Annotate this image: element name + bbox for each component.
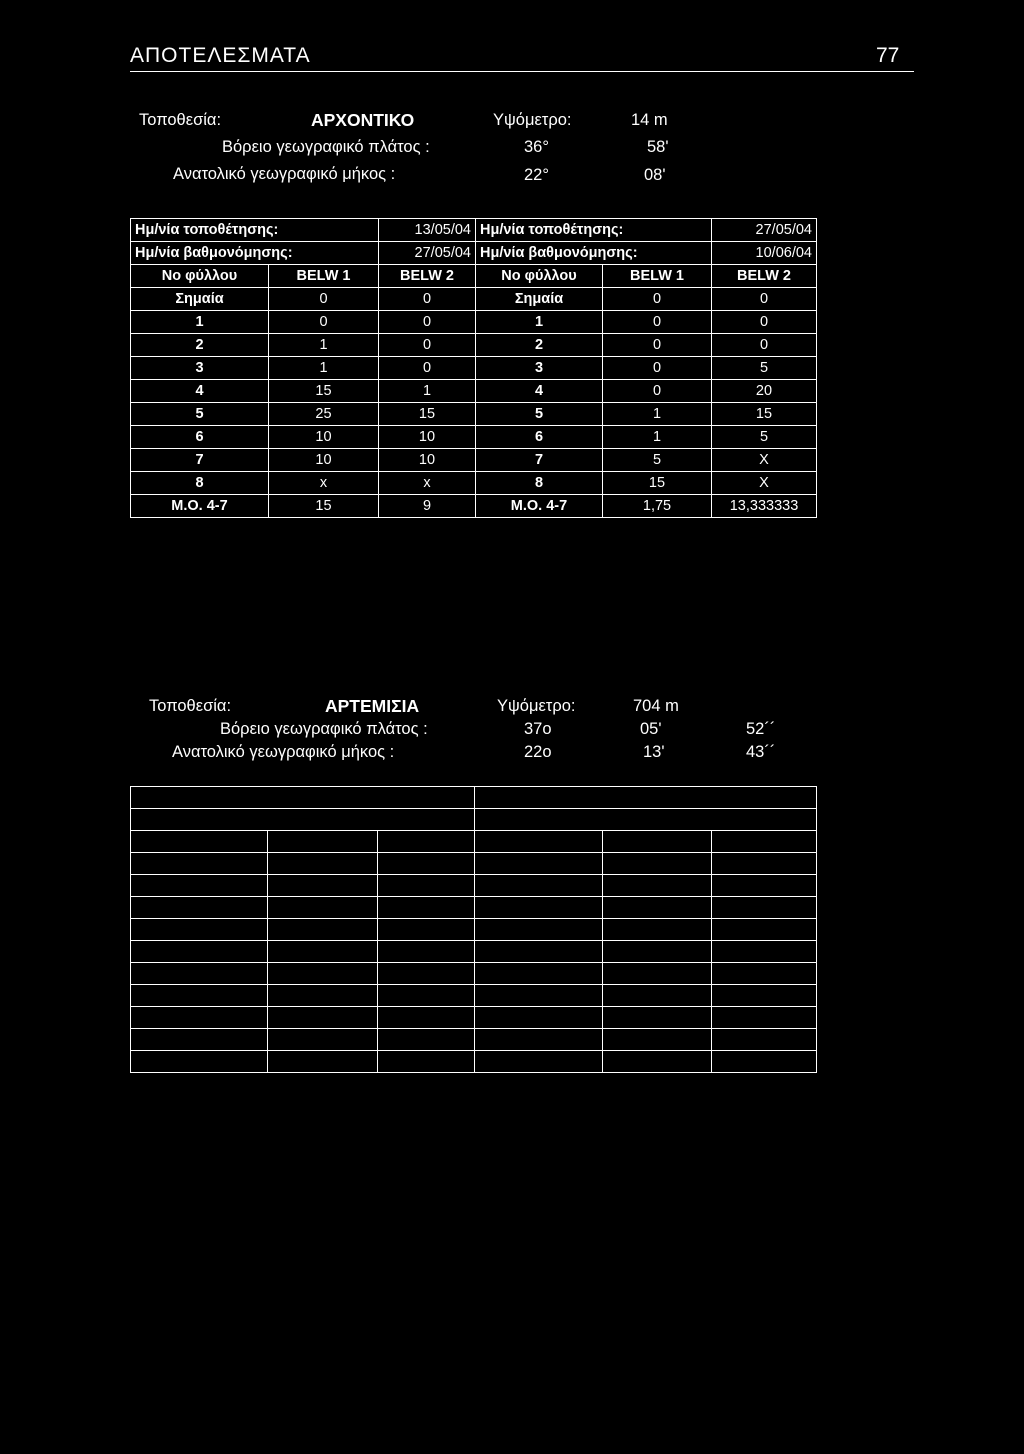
right-cell-belw2: 0: [712, 334, 817, 357]
right-cell-leaf-no: Σημαία: [476, 288, 603, 311]
placement-label-left: Ημ/νία τοποθέτησης:: [131, 219, 379, 242]
site1-latitude-minutes: 58': [647, 138, 669, 156]
left-cell-belw1: 1: [269, 334, 379, 357]
right-cell-leaf-no: 3: [476, 357, 603, 380]
left-cell-belw2: 15: [379, 403, 476, 426]
left-cell-belw1: 0: [269, 288, 379, 311]
column-header-belw1-right: BELW 1: [603, 265, 712, 288]
table-row: [131, 1051, 817, 1073]
table-row: [131, 472, 817, 495]
left-cell-belw2: 10: [379, 426, 476, 449]
site2-latitude-degrees: 37o: [524, 720, 552, 738]
grading-date-left: 27/05/04: [379, 242, 476, 265]
table-row-grading-date: [131, 242, 817, 265]
table-row-placement-date: [131, 219, 817, 242]
table-cell: [603, 1029, 712, 1051]
right-cell-leaf-no: Μ.Ο. 4-7: [476, 495, 603, 518]
right-cell-belw1: 1: [603, 426, 712, 449]
table-cell: [268, 919, 378, 941]
right-cell-belw2: 5: [712, 357, 817, 380]
site2-altitude-label: Υψόμετρο:: [497, 697, 576, 715]
site2-latitude-minutes: 05': [640, 720, 662, 738]
left-cell-leaf-no: 7: [131, 449, 269, 472]
table-cell: [475, 831, 603, 853]
table-row: [131, 919, 817, 941]
table-cell: [378, 875, 475, 897]
table-cell: [378, 985, 475, 1007]
table-row: [131, 1007, 817, 1029]
table-cell: [268, 963, 378, 985]
table-cell: [603, 985, 712, 1007]
site2-location-value: ΑΡΤΕΜΙΣΙΑ: [325, 696, 420, 716]
table-cell: [475, 919, 603, 941]
table-row: [131, 449, 817, 472]
right-cell-belw2: X: [712, 472, 817, 495]
site1-longitude-label: Ανατολικό γεωγραφικό μήκος :: [173, 165, 396, 183]
table-row: [131, 853, 817, 875]
left-cell-leaf-no: 8: [131, 472, 269, 495]
table-cell: [712, 897, 817, 919]
site1-altitude-value: 14 m: [631, 111, 668, 129]
right-cell-belw1: 0: [603, 334, 712, 357]
table-cell: [131, 985, 268, 1007]
left-cell-leaf-no: 3: [131, 357, 269, 380]
right-cell-leaf-no: 6: [476, 426, 603, 449]
site2-location-label: Τοποθεσία:: [149, 697, 232, 715]
table-cell: [378, 941, 475, 963]
site2-altitude-value: 704 m: [633, 697, 679, 715]
right-cell-leaf-no: 5: [476, 403, 603, 426]
table-cell: [268, 831, 378, 853]
site1-location-value: ΑΡΧΟΝΤΙΚΟ: [311, 110, 415, 130]
table-cell: [131, 809, 475, 831]
table-cell: [268, 853, 378, 875]
site1-latitude-degrees: 36°: [524, 138, 549, 156]
table-cell: [475, 809, 817, 831]
table-cell: [475, 1007, 603, 1029]
table-row: [131, 495, 817, 518]
site2-latitude-label: Βόρειο γεωγραφικό πλάτος :: [220, 720, 428, 738]
left-cell-belw1: x: [269, 472, 379, 495]
table-row: [131, 941, 817, 963]
left-cell-belw1: 1: [269, 357, 379, 380]
right-cell-belw2: 20: [712, 380, 817, 403]
right-cell-belw1: 1,75: [603, 495, 712, 518]
table-cell: [475, 787, 817, 809]
page-header-title: ΑΠΟΤΕΛΕΣΜΑΤΑ: [130, 44, 311, 67]
table-cell: [131, 831, 268, 853]
site2-longitude-seconds: 43´´: [746, 743, 776, 761]
table-row: [131, 311, 817, 334]
table-cell: [603, 919, 712, 941]
left-cell-leaf-no: Μ.Ο. 4-7: [131, 495, 269, 518]
table-cell: [712, 963, 817, 985]
grading-label-left: Ημ/νία βαθμονόμησης:: [131, 242, 379, 265]
table-cell: [131, 941, 268, 963]
left-cell-belw1: 10: [269, 449, 379, 472]
table-row: [131, 357, 817, 380]
site1-altitude-label: Υψόμετρο:: [493, 111, 572, 129]
column-header-leaf-no-right: Νο φύλλου: [476, 265, 603, 288]
table-row: [131, 875, 817, 897]
table-cell: [712, 853, 817, 875]
left-cell-leaf-no: 5: [131, 403, 269, 426]
table-row: [131, 809, 817, 831]
table-cell: [712, 1007, 817, 1029]
placement-label-right: Ημ/νία τοποθέτησης:: [476, 219, 712, 242]
left-cell-belw1: 10: [269, 426, 379, 449]
left-cell-belw1: 25: [269, 403, 379, 426]
left-cell-belw1: 15: [269, 380, 379, 403]
site1-latitude-label: Βόρειο γεωγραφικό πλάτος :: [222, 138, 430, 156]
right-cell-leaf-no: 2: [476, 334, 603, 357]
right-cell-leaf-no: 7: [476, 449, 603, 472]
site2-longitude-label: Ανατολικό γεωγραφικό μήκος :: [172, 743, 395, 761]
table-cell: [712, 941, 817, 963]
table-cell: [712, 875, 817, 897]
left-cell-leaf-no: 1: [131, 311, 269, 334]
empty-table-body: [131, 831, 817, 1073]
table-cell: [603, 941, 712, 963]
right-cell-belw2: 0: [712, 288, 817, 311]
right-cell-belw2: 0: [712, 311, 817, 334]
table-cell: [268, 1051, 378, 1073]
right-cell-belw2: X: [712, 449, 817, 472]
table-cell: [268, 897, 378, 919]
table-cell: [475, 985, 603, 1007]
table-cell: [378, 919, 475, 941]
table-cell: [475, 897, 603, 919]
right-cell-belw1: 15: [603, 472, 712, 495]
results-table-archontiko: [130, 218, 817, 518]
left-cell-belw2: 0: [379, 311, 476, 334]
table-row: [131, 403, 817, 426]
left-cell-belw2: 10: [379, 449, 476, 472]
table-cell: [378, 831, 475, 853]
table-row: [131, 963, 817, 985]
right-cell-belw1: 5: [603, 449, 712, 472]
table-cell: [712, 985, 817, 1007]
column-header-belw1-left: BELW 1: [269, 265, 379, 288]
table-cell: [131, 853, 268, 875]
table-cell: [712, 919, 817, 941]
left-cell-leaf-no: Σημαία: [131, 288, 269, 311]
table-cell: [603, 831, 712, 853]
table-cell: [603, 963, 712, 985]
table-cell: [475, 941, 603, 963]
left-cell-belw1: 0: [269, 311, 379, 334]
table-cell: [378, 963, 475, 985]
right-cell-belw1: 0: [603, 311, 712, 334]
right-cell-leaf-no: 1: [476, 311, 603, 334]
site1-longitude-degrees: 22°: [524, 166, 549, 184]
table-cell: [131, 897, 268, 919]
right-cell-leaf-no: 4: [476, 380, 603, 403]
table-cell: [378, 1029, 475, 1051]
table-cell: [268, 875, 378, 897]
site2-latitude-seconds: 52´´: [746, 720, 776, 738]
table-cell: [475, 853, 603, 875]
table-cell: [268, 941, 378, 963]
right-cell-belw2: 15: [712, 403, 817, 426]
grading-label-right: Ημ/νία βαθμονόμησης:: [476, 242, 712, 265]
table-row: [131, 334, 817, 357]
table-cell: [268, 1007, 378, 1029]
table-cell: [131, 1051, 268, 1073]
table-cell: [475, 1051, 603, 1073]
right-cell-belw1: 0: [603, 357, 712, 380]
table-row: [131, 1029, 817, 1051]
table-row: [131, 831, 817, 853]
page-number: 77: [876, 44, 900, 67]
right-cell-belw1: 0: [603, 288, 712, 311]
left-cell-belw1: 15: [269, 495, 379, 518]
table-row: [131, 897, 817, 919]
site1-location-label: Τοποθεσία:: [139, 111, 222, 129]
right-cell-belw2: 13,333333: [712, 495, 817, 518]
right-cell-belw1: 1: [603, 403, 712, 426]
placement-date-left: 13/05/04: [379, 219, 476, 242]
left-cell-leaf-no: 2: [131, 334, 269, 357]
site2-longitude-minutes: 13': [643, 743, 665, 761]
column-header-leaf-no-left: Νο φύλλου: [131, 265, 269, 288]
table-cell: [131, 787, 475, 809]
header-rule: [130, 71, 914, 72]
results-table-artemisia-empty: [130, 786, 817, 1073]
table-row: [131, 787, 817, 809]
table-cell: [603, 875, 712, 897]
table-row: [131, 288, 817, 311]
table-cell: [378, 1051, 475, 1073]
table-row: [131, 426, 817, 449]
left-cell-leaf-no: 4: [131, 380, 269, 403]
table-cell: [475, 1029, 603, 1051]
left-cell-belw2: 1: [379, 380, 476, 403]
table-cell: [712, 1051, 817, 1073]
table-cell: [268, 1029, 378, 1051]
right-cell-belw2: 5: [712, 426, 817, 449]
left-cell-belw2: 9: [379, 495, 476, 518]
site2-longitude-degrees: 22o: [524, 743, 552, 761]
table-cell: [475, 875, 603, 897]
left-cell-leaf-no: 6: [131, 426, 269, 449]
placement-date-right: 27/05/04: [712, 219, 817, 242]
table-cell: [378, 853, 475, 875]
table-cell: [131, 919, 268, 941]
column-header-belw2-left: BELW 2: [379, 265, 476, 288]
table-cell: [131, 1007, 268, 1029]
site1-longitude-minutes: 08': [644, 166, 666, 184]
table-header-row: [131, 265, 817, 288]
results-table-body: [131, 288, 817, 518]
table-cell: [603, 853, 712, 875]
grading-date-right: 10/06/04: [712, 242, 817, 265]
table-cell: [603, 1051, 712, 1073]
left-cell-belw2: 0: [379, 288, 476, 311]
table-row: [131, 380, 817, 403]
left-cell-belw2: 0: [379, 357, 476, 380]
table-cell: [131, 1029, 268, 1051]
table-cell: [603, 897, 712, 919]
left-cell-belw2: 0: [379, 334, 476, 357]
table-cell: [268, 985, 378, 1007]
table-cell: [712, 831, 817, 853]
right-cell-leaf-no: 8: [476, 472, 603, 495]
right-cell-belw1: 0: [603, 380, 712, 403]
left-cell-belw2: x: [379, 472, 476, 495]
table-cell: [131, 963, 268, 985]
table-cell: [378, 1007, 475, 1029]
table-cell: [131, 875, 268, 897]
table-cell: [603, 1007, 712, 1029]
table-cell: [475, 963, 603, 985]
column-header-belw2-right: BELW 2: [712, 265, 817, 288]
table-row: [131, 985, 817, 1007]
table-cell: [712, 1029, 817, 1051]
table-cell: [378, 897, 475, 919]
